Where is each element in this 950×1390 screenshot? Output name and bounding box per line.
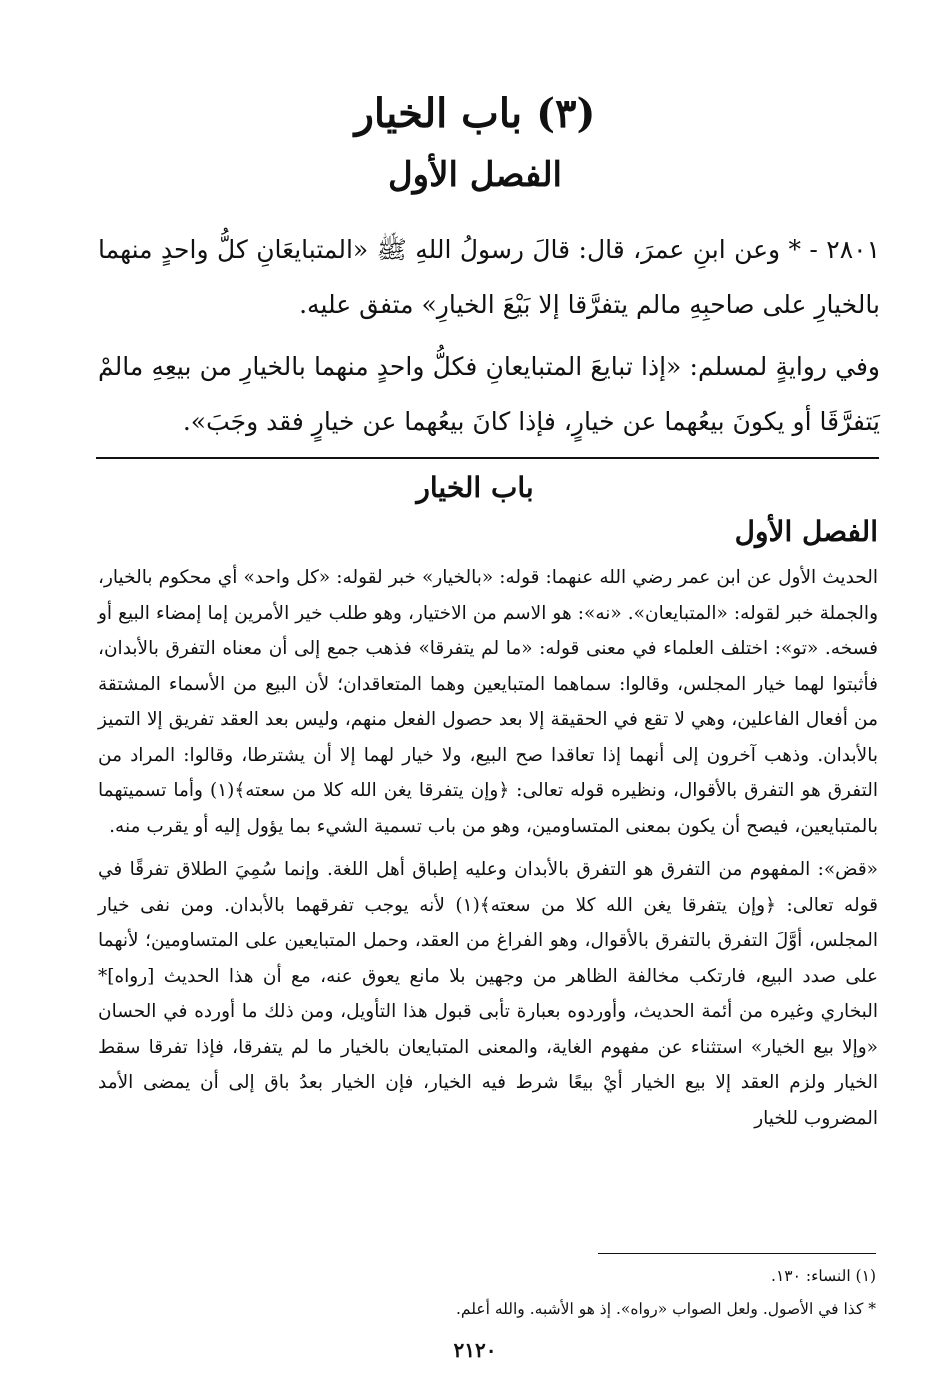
hadith-paragraph: ٢٨٠١ - * وعن ابنِ عمرَ، قال: قالَ رسولُ اللهِ ﷺ «المتبايعَانِ كلُّ واحدٍ منهما بالخيارِ على صاحبِهِ مالم يتفرَّقا إلا بَيْعَ الخيارِ» متفق عليه.: [98, 235, 880, 319]
commentary-paragraph: الحديث الأول عن ابن عمر رضي الله عنهما: قوله: «بالخيار» خبر لقوله: «كل واحد» أي محكوم بالخيار، والجملة خبر لقوله: «المتبايعان». «نه»: هو الاسم من الاختيار، وهو طلب خير الأمرين إما إمضاء البيع أو فسخه. «تو»: اختلف العلماء في معنى قوله: «ما لم يتفرقا» فذهب جمع إلى أن معناه التفرق بالأبدان، فأثبتوا لهما خيار المجلس، وقالوا: سماهما المتبايعين وهما المتعاقدان؛ لأن البيع من الأسماء المشتقة من أفعال الفاعلين، وهي لا تقع في الحقيقة إلا بعد حصول الفعل منهم، وليس بعد العقد تفريق إلا التميز بالأبدان. وذهب آخرون إلى أنهما إذا تعاقدا صح البيع، ولا خيار لهما إلا أن يشترطا، وقالوا: المراد من التفرق هو التفرق بالأقوال، ونظيره قوله تعالى: ﴿وإن يتفرقا يغن الله كلا من سعته﴾(١) وأما تسميتهما بالمتبايعين، فيصح أن يكون بمعنى المتساومين، وهو من باب تسمية الشيء بما يؤول إليه أو يقرب منه.: [98, 567, 878, 837]
commentary-section-title: الفصل الأول: [734, 515, 878, 548]
commentary-chapter-title: باب الخيار: [416, 471, 534, 504]
page-number: ٢١٢٠: [453, 1338, 497, 1362]
commentary-text: [98, 560, 878, 1136]
hadith-variant-paragraph: وفي روايةٍ لمسلم: «إذا تبايعَ المتبايعانِ فكلُّ واحدٍ منهما بالخيارِ من بيعِهِ مالمْ يَتفرَّقَا أو يكونَ بيعُهما عن خيارٍ، فإذا كانَ بيعُهما عن خيارٍ فقد وجَبَ».: [98, 352, 880, 436]
footnotes: [300, 1260, 876, 1326]
footnote-item: (١) النساء: ١٣٠.: [771, 1267, 876, 1285]
hadith-text: [98, 222, 880, 449]
section-title: الفصل الأول: [387, 155, 563, 195]
section-divider: [96, 457, 879, 459]
commentary-paragraph: «قض»: المفهوم من التفرق هو التفرق بالأبدان وعليه إطباق أهل اللغة. وإنما سُمِيَ الطلاق تفرقًا في قوله تعالى: ﴿وإن يتفرقا يغن الله كلا من سعته﴾(١) لأنه يوجب تفرقهما بالأبدان. ومن نفى خيار المجلس، أوَّلَ التفرق بالتفرق بالأقوال، وهو الفراغ من العقد، وحمل المتبايعين على المتساومين؛ لأنهما على صدد البيع، فارتكب مخالفة الظاهر من وجهين بلا مانع يعوق عنه، مع أن هذا الحديث [رواه]* البخاري وغيره من أئمة الحديث، وأوردوه بعبارة تأبى قبول هذا التأويل، ومن ذلك ما أورده في الحسان «وإلا بيع الخيار» استثناء عن مفهوم الغاية، والمعنى المتبايعان بالخيار ما لم يتفرقا، فإذا تفرقا سقط الخيار ولزم العقد إلا بيع الخيار أيْ بيعًا شرط فيه الخيار، فإن الخيار بعدُ باق إلى أن يمضى الأمد المضروب للخيار: [98, 859, 878, 1129]
footnote-item: * كذا في الأصول. ولعل الصواب «رواه». إذ هو الأشبه. والله أعلم.: [455, 1300, 876, 1318]
footnote-divider: [598, 1253, 876, 1254]
chapter-title: (٣) باب الخيار: [354, 90, 596, 137]
